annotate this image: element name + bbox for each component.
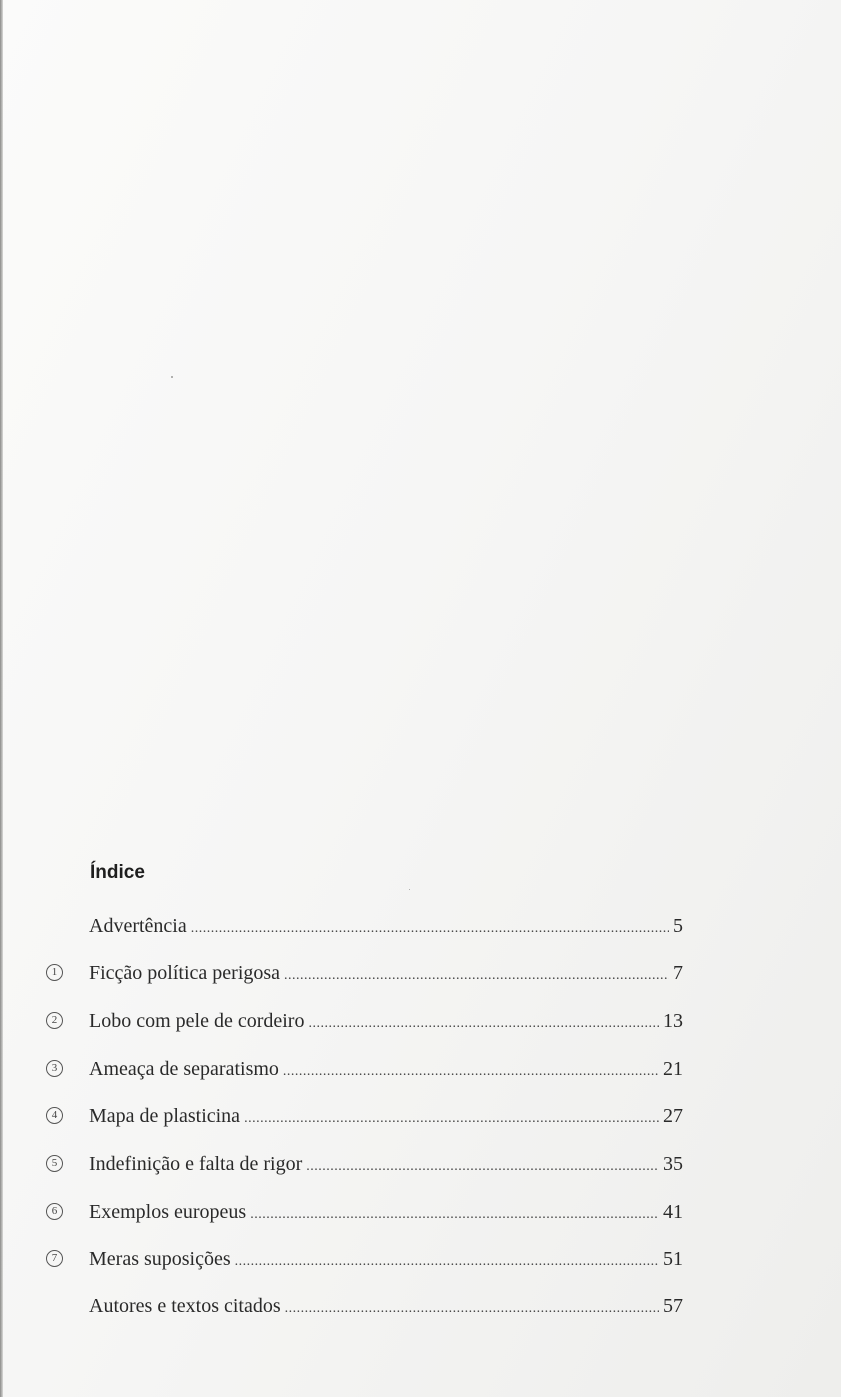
toc-entry-label: Autores e textos citados: [89, 1295, 281, 1317]
toc-entry-label: Ameaça de separatismo: [89, 1058, 279, 1080]
toc-entry-label: Indefinição e falta de rigor: [89, 1153, 303, 1175]
paper-speck: [409, 889, 410, 890]
dot-leader: [284, 963, 669, 989]
dot-leader: [244, 1106, 659, 1132]
dot-leader: [235, 1249, 659, 1275]
toc-entry-label: Advertência: [89, 915, 187, 937]
toc-entry-label: Mapa de plasticina: [89, 1105, 241, 1127]
dot-leader: [283, 1059, 659, 1085]
toc-entry-chapter-4[interactable]: [0, 1103, 841, 1129]
toc-entry-label: Ficção política perigosa: [89, 962, 281, 984]
chapter-number-circle: 1: [46, 964, 63, 981]
toc-entry-page: 7: [673, 962, 683, 984]
toc-entry-autores[interactable]: [0, 1293, 841, 1319]
toc-entry-page: 21: [663, 1058, 683, 1080]
chapter-number-circle: 7: [46, 1250, 63, 1267]
toc-entry-page: 35: [663, 1153, 683, 1175]
toc-entry-label: Exemplos europeus: [89, 1201, 247, 1223]
toc-entry-chapter-3[interactable]: [0, 1056, 841, 1082]
chapter-number-circle: 3: [46, 1060, 63, 1077]
toc-entry-page: 41: [663, 1201, 683, 1223]
dot-leader: [308, 1011, 659, 1037]
toc-entry-chapter-7[interactable]: [0, 1246, 841, 1272]
page-edge: [0, 0, 3, 1397]
dot-leader: [306, 1154, 659, 1180]
chapter-number-circle: 4: [46, 1107, 63, 1124]
chapter-number-circle: 6: [46, 1203, 63, 1220]
toc-entry-page: 27: [663, 1105, 683, 1127]
chapter-number-circle: 5: [46, 1155, 63, 1172]
toc-entry-label: Meras suposições: [89, 1248, 231, 1270]
toc-entry-label: Lobo com pele de cordeiro: [89, 1010, 305, 1032]
chapter-number-circle: 2: [46, 1012, 63, 1029]
toc-entry-page: 51: [663, 1248, 683, 1270]
toc-entry-chapter-1[interactable]: [0, 960, 841, 986]
toc-entry-chapter-6[interactable]: [0, 1199, 841, 1225]
toc-entry-page: 5: [673, 915, 683, 937]
toc-entry-chapter-5[interactable]: [0, 1151, 841, 1177]
index-title: Índice: [90, 862, 145, 883]
dot-leader: [285, 1296, 659, 1322]
toc-entry-page: 57: [663, 1295, 683, 1317]
dot-leader: [191, 916, 669, 942]
paper-speck: [171, 376, 173, 378]
dot-leader: [250, 1202, 659, 1228]
toc-entry-page: 13: [663, 1010, 683, 1032]
toc-entry-chapter-2[interactable]: [0, 1008, 841, 1034]
toc-entry-advertencia[interactable]: [0, 913, 841, 939]
